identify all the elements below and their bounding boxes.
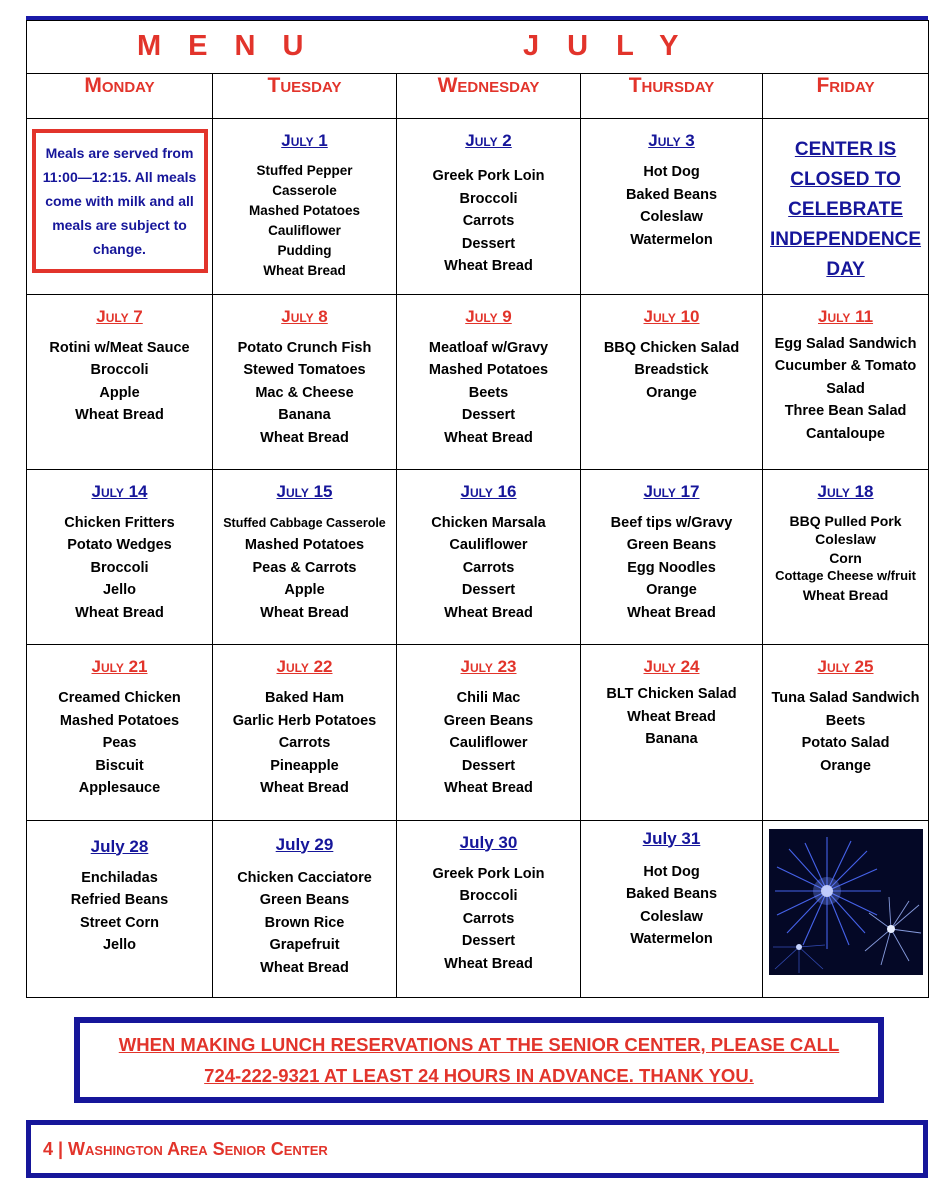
meal-item: Wheat Bread <box>444 780 533 797</box>
meal-item: Green Beans <box>443 712 534 729</box>
meal-list <box>581 861 762 951</box>
day-header-monday: Monday <box>27 74 213 119</box>
date-label: July 23 <box>460 657 517 677</box>
day-header-tuesday: Tuesday <box>213 74 397 119</box>
date-label: July 2 <box>465 131 512 151</box>
meal-item: Peas & Carrots <box>252 559 357 576</box>
meal-item: Baked Beans <box>625 186 718 203</box>
meal-item: Jello <box>102 937 137 954</box>
meal-item: Wheat Bread <box>444 429 533 446</box>
day-cell <box>27 469 213 644</box>
date-label: July 22 <box>276 657 333 677</box>
meal-item: Refried Beans <box>70 892 169 909</box>
meal-list <box>27 337 212 427</box>
meal-list <box>397 863 580 976</box>
closed-line: DAY <box>826 259 865 281</box>
meal-item: Watermelon <box>630 931 713 948</box>
notice-cell <box>27 119 213 294</box>
meal-item: Chicken Marsala <box>431 514 546 531</box>
meal-item: Orange <box>646 582 697 599</box>
meal-item: Cucumber & Tomato <box>774 358 917 375</box>
meal-item: Potato Salad <box>801 735 890 752</box>
meal-item: Chicken Cacciatore <box>237 869 372 886</box>
meal-item: Dessert <box>461 235 516 252</box>
meal-item: Broccoli <box>90 362 149 379</box>
meal-list <box>581 683 762 751</box>
meal-item: Coleslaw <box>815 531 876 548</box>
date-label: July 10 <box>643 306 700 326</box>
day-cell <box>397 294 581 469</box>
meal-item: Jello <box>102 582 137 599</box>
fireworks-image <box>769 829 923 975</box>
meal-item: Cauliflower <box>268 223 341 239</box>
day-cell <box>27 645 213 820</box>
meal-item: Pineapple <box>270 757 339 774</box>
meal-item: Wheat Bread <box>802 586 889 603</box>
meal-item: Corn <box>829 549 862 566</box>
meal-notice: Meals are served from 11:00—12:15. All meals come with milk and all meals are subject to change. <box>32 129 208 273</box>
meal-list <box>213 337 396 450</box>
closed-cell <box>763 119 929 294</box>
meal-item: Enchiladas <box>81 869 158 886</box>
meal-item: Mashed Potatoes <box>248 203 361 219</box>
meal-item: Grapefruit <box>269 937 340 954</box>
date-label: July 14 <box>91 481 148 501</box>
meal-item: Wheat Bread <box>260 959 349 976</box>
meal-item: Tuna Salad Sandwich <box>771 690 920 707</box>
meal-item: Street Corn <box>80 914 159 931</box>
day-cell <box>581 645 763 820</box>
meal-item: BBQ Pulled Pork <box>789 512 902 529</box>
meal-list <box>581 161 762 251</box>
meal-item: Broccoli <box>90 559 149 576</box>
date-label: July 11 <box>818 306 874 326</box>
title-cell <box>27 21 929 74</box>
day-header-friday: Friday <box>763 74 929 119</box>
meal-item: Salad <box>826 380 865 397</box>
day-cell <box>397 645 581 820</box>
closed-notice <box>763 135 928 285</box>
meal-item: Wheat Bread <box>627 708 716 725</box>
meal-item: Watermelon <box>630 231 713 248</box>
date-label: July 21 <box>91 657 148 677</box>
day-cell <box>213 294 397 469</box>
meal-list <box>397 337 580 450</box>
day-cell <box>397 820 581 997</box>
meal-item: Chili Mac <box>456 690 521 707</box>
meal-item: Wheat Bread <box>75 604 164 621</box>
date-label: July 29 <box>275 834 334 854</box>
meal-item: Banana <box>278 407 331 424</box>
day-header-wednesday: Wednesday <box>397 74 581 119</box>
meal-item: Hot Dog <box>643 164 700 181</box>
day-cell <box>213 119 397 294</box>
meal-item: BBQ Chicken Salad <box>603 339 740 356</box>
day-header-thursday: Thursday <box>581 74 763 119</box>
meal-item: Carrots <box>278 735 331 752</box>
meal-item: Broccoli <box>459 888 518 905</box>
date-label: July 7 <box>96 306 143 326</box>
meal-item: Apple <box>99 384 140 401</box>
date-label: July 24 <box>643 657 700 677</box>
meal-item: Mashed Potatoes <box>59 712 180 729</box>
meal-item: Stuffed Cabbage Casserole <box>223 515 386 530</box>
day-cell <box>213 820 397 997</box>
meal-item: Mac & Cheese <box>255 384 354 401</box>
meal-list <box>27 867 212 957</box>
date-label: July 3 <box>648 131 695 151</box>
meal-item: Wheat Bread <box>260 429 349 446</box>
day-cell <box>581 469 763 644</box>
day-cell <box>397 119 581 294</box>
date-label: July 28 <box>90 836 149 856</box>
meal-item: Stuffed Pepper <box>256 163 353 179</box>
meal-item: Dessert <box>461 407 516 424</box>
closed-line: CENTER IS <box>794 139 897 161</box>
meal-item: Mashed Potatoes <box>428 362 549 379</box>
meal-item: Apple <box>284 582 325 599</box>
meal-item: Egg Noodles <box>627 559 716 576</box>
menu-table <box>26 20 929 998</box>
day-cell <box>27 820 213 997</box>
reservation-line: 724-222-9321 AT LEAST 24 HOURS IN ADVANCE. THANK YOU. <box>204 1065 754 1086</box>
meal-item: BLT Chicken Salad <box>606 686 737 703</box>
meal-item: Creamed Chicken <box>58 690 181 707</box>
meal-item: Meatloaf w/Gravy <box>428 339 549 356</box>
meal-item: Orange <box>646 384 697 401</box>
date-label: July 31 <box>642 828 701 848</box>
meal-item: Coleslaw <box>640 908 703 925</box>
meal-item: Wheat Bread <box>627 604 716 621</box>
day-cell <box>763 469 929 644</box>
meal-list <box>581 337 762 405</box>
meal-list <box>213 161 396 281</box>
meal-item: Egg Salad Sandwich <box>774 335 917 352</box>
meal-item: Cantaloupe <box>806 425 885 442</box>
meal-item: Stewed Tomatoes <box>243 362 366 379</box>
meal-item: Greek Pork Loin <box>432 168 545 185</box>
meal-item: Broccoli <box>459 190 518 207</box>
meal-item: Wheat Bread <box>260 604 349 621</box>
meal-item: Green Beans <box>626 537 717 554</box>
day-cell <box>581 119 763 294</box>
footer-text: 4 | Washington Area Senior Center <box>43 1139 328 1159</box>
meal-item: Carrots <box>462 559 515 576</box>
meal-item: Applesauce <box>78 780 161 797</box>
page-footer <box>26 1120 928 1178</box>
meal-item: Chicken Fritters <box>64 514 175 531</box>
meal-item: Orange <box>820 757 871 774</box>
meal-list <box>213 687 396 800</box>
date-label: July 18 <box>817 481 874 501</box>
month-heading: JULY <box>523 30 707 62</box>
meal-item: Beets <box>825 712 866 729</box>
closed-line: CLOSED TO <box>790 169 901 191</box>
menu-heading: MENU <box>137 30 331 62</box>
date-label: July 16 <box>460 481 517 501</box>
meal-item: Cauliflower <box>449 735 528 752</box>
meal-item: Peas <box>102 735 137 752</box>
meal-item: Dessert <box>461 582 516 599</box>
closed-line: INDEPENDENCE <box>770 229 922 251</box>
date-label: July 25 <box>817 657 874 677</box>
meal-item: Banana <box>645 731 698 748</box>
meal-item: Cottage Cheese w/fruit <box>775 568 916 584</box>
meal-item: Biscuit <box>95 757 144 774</box>
meal-item: Hot Dog <box>643 863 700 880</box>
meal-item: Coleslaw <box>640 209 703 226</box>
meal-list <box>213 512 396 625</box>
date-label: July 15 <box>276 481 333 501</box>
meal-item: Wheat Bread <box>444 258 533 275</box>
meal-item: Wheat Bread <box>75 407 164 424</box>
reservation-line: WHEN MAKING LUNCH RESERVATIONS AT THE SENIOR CENTER, PLEASE CALL <box>118 1034 840 1055</box>
meal-list <box>213 867 396 980</box>
meal-item: Carrots <box>462 213 515 230</box>
meal-item: Three Bean Salad <box>784 403 907 420</box>
meal-item: Wheat Bread <box>444 604 533 621</box>
meal-item: Potato Crunch Fish <box>237 339 372 356</box>
meal-list <box>397 687 580 800</box>
date-label: July 1 <box>281 131 328 151</box>
day-cell <box>763 294 929 469</box>
meal-item: Wheat Bread <box>260 780 349 797</box>
meal-item: Casserole <box>272 183 337 199</box>
day-cell <box>581 294 763 469</box>
day-cell <box>397 469 581 644</box>
date-label: July 30 <box>459 832 518 852</box>
meal-list <box>397 512 580 625</box>
meal-list <box>581 512 762 625</box>
meal-list <box>763 333 928 446</box>
meal-item: Dessert <box>461 757 516 774</box>
meal-item: Baked Ham <box>265 690 344 707</box>
day-cell <box>581 820 763 997</box>
day-cell <box>213 469 397 644</box>
meal-item: Garlic Herb Potatoes <box>232 712 377 729</box>
meal-item: Beets <box>468 384 509 401</box>
date-label: July 9 <box>465 306 512 326</box>
meal-item: Baked Beans <box>625 886 718 903</box>
meal-item: Pudding <box>277 243 332 259</box>
reservation-notice <box>74 1017 884 1103</box>
meal-item: Beef tips w/Gravy <box>610 514 733 531</box>
meal-item: Dessert <box>461 933 516 950</box>
day-cell <box>27 294 213 469</box>
meal-item: Cauliflower <box>449 537 528 554</box>
meal-list <box>763 687 928 777</box>
day-cell <box>763 645 929 820</box>
meal-item: Greek Pork Loin <box>432 865 545 882</box>
meal-list <box>763 512 928 605</box>
meal-item: Mashed Potatoes <box>244 537 365 554</box>
meal-item: Breadstick <box>634 362 709 379</box>
day-cell <box>213 645 397 820</box>
meal-item: Brown Rice <box>264 914 345 931</box>
meal-item: Wheat Bread <box>444 955 533 972</box>
meal-item: Rotini w/Meat Sauce <box>49 339 190 356</box>
meal-list <box>27 687 212 800</box>
meal-list <box>397 165 580 278</box>
date-label: July 8 <box>281 306 328 326</box>
fireworks-cell <box>763 820 929 997</box>
meal-item: Green Beans <box>259 892 350 909</box>
closed-line: CELEBRATE <box>788 199 903 221</box>
meal-item: Wheat Bread <box>263 263 346 279</box>
meal-list <box>27 512 212 625</box>
meal-item: Carrots <box>462 910 515 927</box>
meal-item: Potato Wedges <box>67 537 172 554</box>
date-label: July 17 <box>643 481 700 501</box>
